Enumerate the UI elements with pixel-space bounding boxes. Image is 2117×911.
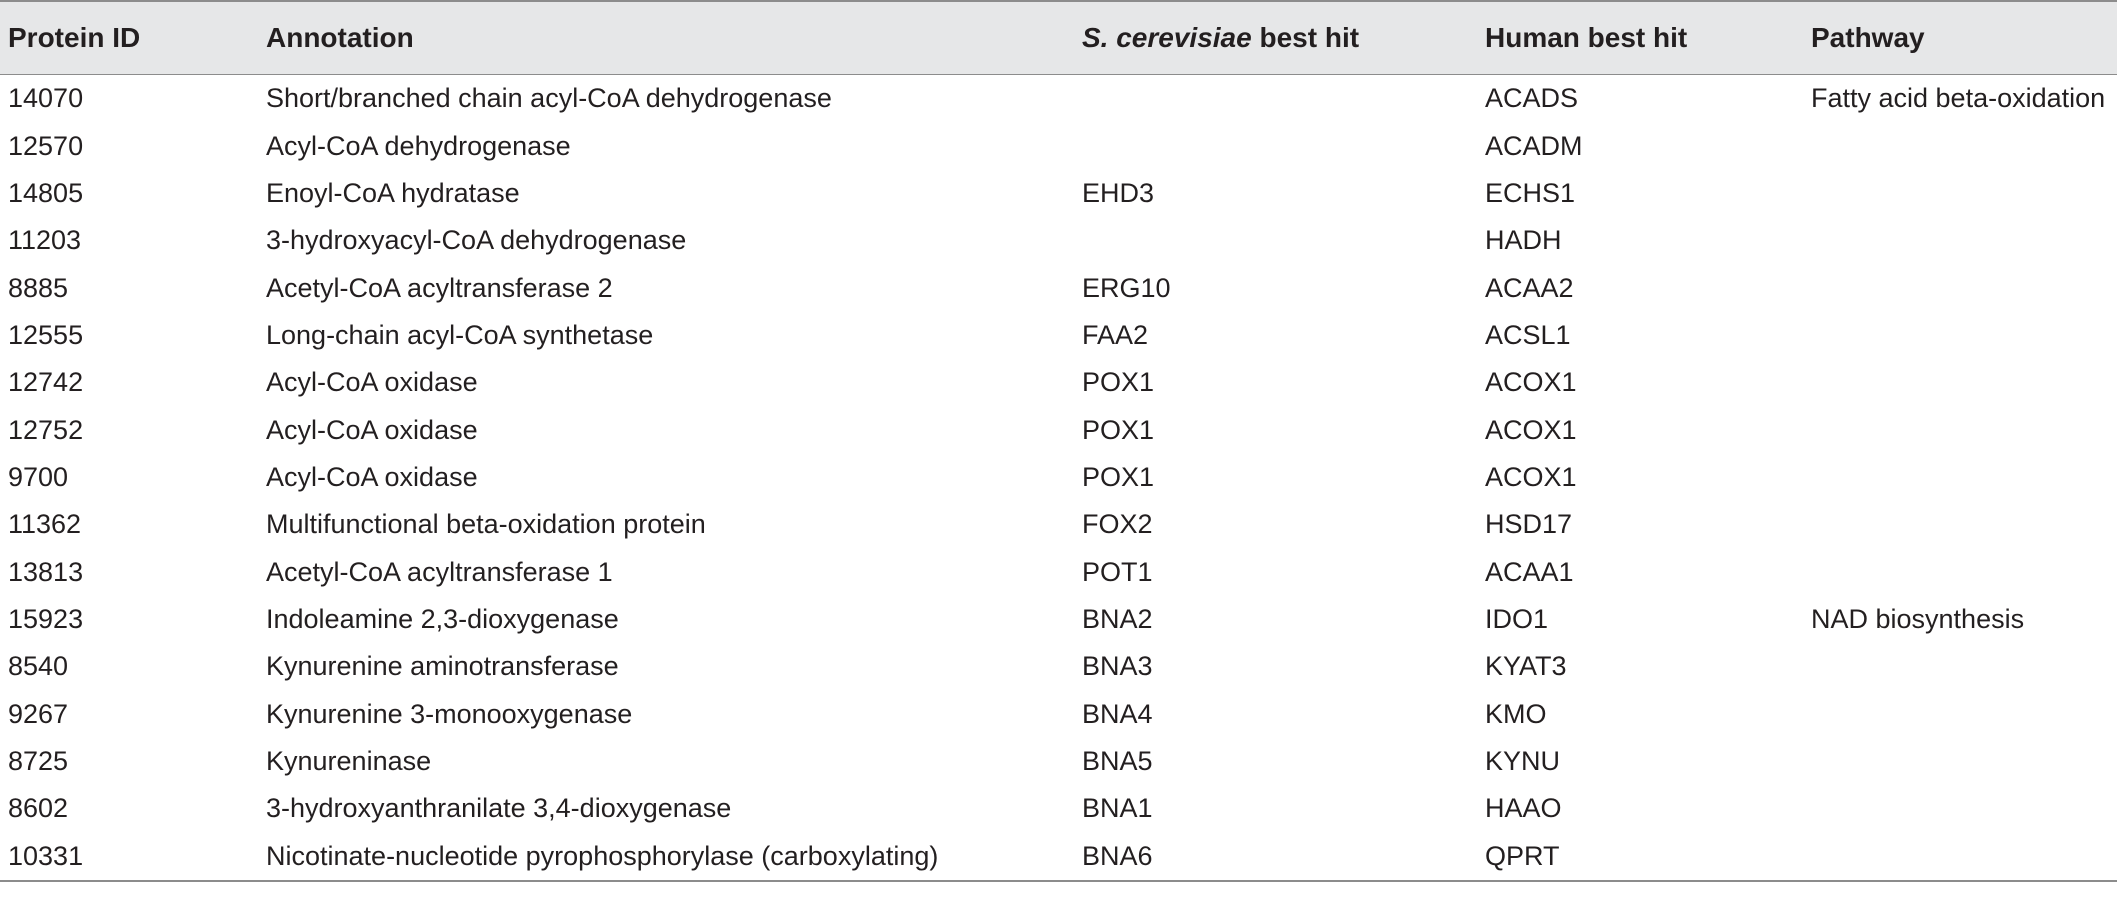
table-row [0, 454, 2117, 501]
table-row [0, 643, 2117, 690]
header-annotation: Annotation [266, 1, 1082, 75]
cell-human-best-hit: ACADM [1485, 130, 1583, 161]
cell-protein-id: 9267 [8, 698, 69, 729]
cell-pathway [1811, 833, 2117, 881]
cell-human-best-hit: ACAA1 [1485, 556, 1574, 587]
table-row [0, 596, 2117, 643]
table-row [0, 264, 2117, 311]
cell-annotation: Long-chain acyl-CoA synthetase [266, 319, 654, 350]
cell-annotation: Kynurenine 3-monooxygenase [266, 698, 633, 729]
cell-human-best-hit: HADH [1485, 225, 1562, 256]
table-row [0, 406, 2117, 453]
cell-pathway: Fatty acid beta-oxidation [1811, 83, 2106, 114]
cell-annotation: Short/branched chain acyl-CoA dehydrogenase [266, 83, 832, 114]
cell-pathway [1811, 359, 2117, 406]
cell-annotation: Nicotinate-nucleotide pyrophosphorylase (carboxylating) [266, 833, 1082, 881]
cell-protein-id: 8725 [8, 745, 69, 776]
cell-human-best-hit: ACSL1 [1485, 319, 1571, 350]
cell-protein-id: 12742 [8, 367, 84, 398]
cell-pathway [1811, 122, 2117, 169]
cell-scerevisiae-best-hit [1082, 122, 1485, 169]
cell-annotation: Acetyl-CoA acyltransferase 2 [266, 272, 613, 303]
table-row [0, 690, 2117, 737]
cell-annotation: Acetyl-CoA acyltransferase 1 [266, 556, 613, 587]
cell-annotation: Enoyl-CoA hydratase [266, 177, 520, 208]
cell-annotation: Indoleamine 2,3-dioxygenase [266, 603, 619, 634]
table-row [0, 217, 2117, 264]
cell-protein-id: 14070 [8, 83, 84, 114]
table-row [0, 738, 2117, 785]
table-row [0, 501, 2117, 548]
cell-human-best-hit: IDO1 [1485, 603, 1549, 634]
header-scerevisiae-species: S. cerevisiae [1082, 22, 1252, 53]
cell-scerevisiae-best-hit: ERG10 [1082, 272, 1171, 303]
table-row [0, 833, 2117, 881]
cell-human-best-hit: ACADS [1485, 83, 1579, 114]
cell-pathway [1811, 264, 2117, 311]
cell-human-best-hit: ACOX1 [1485, 461, 1577, 492]
table-header [0, 1, 2117, 75]
cell-pathway: NAD biosynthesis [1811, 603, 2025, 634]
header-scerevisiae-suffix: best hit [1251, 22, 1360, 53]
cell-human-best-hit: KYNU [1485, 745, 1561, 776]
cell-human-best-hit: HAAO [1485, 793, 1562, 824]
header-protein-id: Protein ID [0, 1, 266, 75]
cell-annotation: Acyl-CoA oxidase [266, 367, 478, 398]
cell-annotation: 3-hydroxyanthranilate 3,4-dioxygenase [266, 793, 732, 824]
cell-pathway [1811, 454, 2117, 501]
cell-protein-id: 9700 [8, 461, 69, 492]
cell-protein-id: 15923 [8, 603, 84, 634]
cell-annotation: Acyl-CoA oxidase [266, 461, 478, 492]
cell-annotation: Acyl-CoA dehydrogenase [266, 130, 571, 161]
cell-protein-id: 8885 [8, 272, 69, 303]
header-human-best-hit: Human best hit [1485, 1, 1811, 75]
cell-pathway [1811, 501, 2117, 548]
cell-pathway [1811, 406, 2117, 453]
table-row [0, 75, 2117, 123]
cell-scerevisiae-best-hit: EHD3 [1082, 177, 1155, 208]
cell-human-best-hit: QPRT [1485, 833, 1811, 881]
cell-protein-id: 8602 [8, 793, 69, 824]
cell-protein-id: 11203 [8, 225, 82, 256]
cell-protein-id: 13813 [8, 556, 84, 587]
cell-pathway [1811, 548, 2117, 595]
table-row [0, 170, 2117, 217]
cell-annotation: Multifunctional beta-oxidation protein [266, 509, 706, 540]
header-pathway: Pathway [1811, 1, 2117, 75]
table-row [0, 548, 2117, 595]
cell-scerevisiae-best-hit: BNA4 [1082, 698, 1153, 729]
cell-human-best-hit: ECHS1 [1485, 177, 1576, 208]
cell-human-best-hit: KMO [1485, 698, 1547, 729]
table-row [0, 785, 2117, 832]
cell-pathway [1811, 312, 2117, 359]
cell-pathway [1811, 170, 2117, 217]
cell-human-best-hit: HSD17 [1485, 509, 1573, 540]
cell-scerevisiae-best-hit: FAA2 [1082, 319, 1149, 350]
cell-pathway [1811, 690, 2117, 737]
cell-scerevisiae-best-hit: BNA6 [1082, 833, 1485, 881]
cell-scerevisiae-best-hit: BNA2 [1082, 603, 1153, 634]
table-row [0, 312, 2117, 359]
cell-annotation: 3-hydroxyacyl-CoA dehydrogenase [266, 225, 687, 256]
cell-scerevisiae-best-hit: POX1 [1082, 461, 1155, 492]
cell-protein-id: 14805 [8, 177, 84, 208]
cell-protein-id: 12752 [8, 414, 84, 445]
cell-scerevisiae-best-hit [1082, 75, 1485, 123]
cell-scerevisiae-best-hit: POX1 [1082, 414, 1155, 445]
cell-human-best-hit: ACAA2 [1485, 272, 1574, 303]
cell-annotation: Acyl-CoA oxidase [266, 414, 478, 445]
cell-human-best-hit: ACOX1 [1485, 414, 1577, 445]
cell-annotation: Kynureninase [266, 745, 432, 776]
cell-pathway [1811, 217, 2117, 264]
cell-annotation: Kynurenine aminotransferase [266, 651, 619, 682]
header-row [0, 1, 2117, 75]
cell-scerevisiae-best-hit: POX1 [1082, 367, 1155, 398]
cell-scerevisiae-best-hit [1082, 217, 1485, 264]
table-body [0, 75, 2117, 881]
cell-human-best-hit: ACOX1 [1485, 367, 1577, 398]
cell-scerevisiae-best-hit: BNA1 [1082, 793, 1153, 824]
cell-protein-id: 12570 [8, 130, 84, 161]
cell-protein-id: 10331 [0, 833, 266, 881]
cell-human-best-hit: KYAT3 [1485, 651, 1567, 682]
cell-pathway [1811, 643, 2117, 690]
header-scerevisiae-best-hit [1082, 1, 1485, 75]
table-row [0, 359, 2117, 406]
cell-protein-id: 8540 [8, 651, 69, 682]
cell-scerevisiae-best-hit: BNA5 [1082, 745, 1153, 776]
cell-protein-id: 12555 [8, 319, 84, 350]
cell-pathway [1811, 785, 2117, 832]
cell-protein-id: 11362 [8, 509, 82, 540]
cell-pathway [1811, 738, 2117, 785]
table-row [0, 122, 2117, 169]
cell-scerevisiae-best-hit: BNA3 [1082, 651, 1153, 682]
cell-scerevisiae-best-hit: FOX2 [1082, 509, 1153, 540]
cell-scerevisiae-best-hit: POT1 [1082, 556, 1153, 587]
